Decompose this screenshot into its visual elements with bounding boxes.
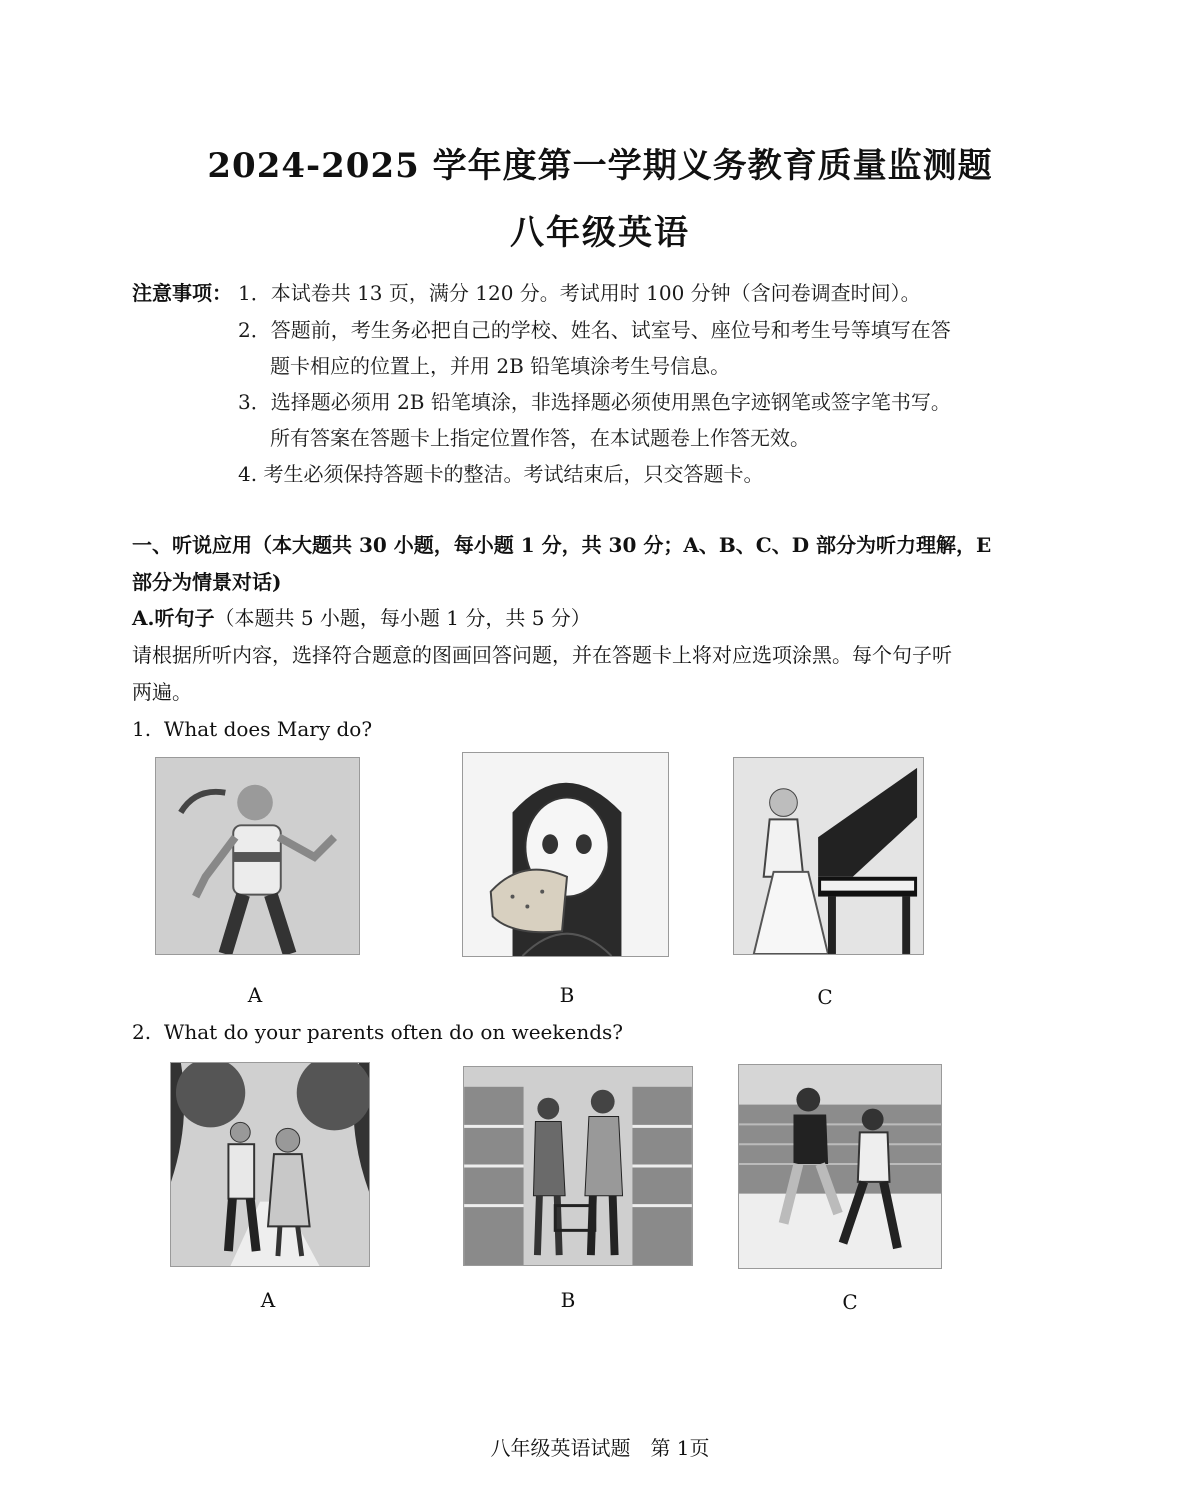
notice-label: 注意事项： — [132, 281, 232, 305]
notice-line-2: 2．答题前，考生务必把自己的学校、姓名、试室号、座位号和考生号等填写在答 — [238, 318, 951, 342]
question-1-option-c-label: C — [817, 985, 833, 1009]
instruction-line-1: 请根据所听内容，选择符合题意的图画回答问题，并在答题卡上将对应选项涂黑。每个句子听 — [132, 643, 952, 667]
section-heading-line-1: 一、听说应用（本大题共 30 小题，每小题 1 分，共 30 分；A、B、C、D 部分为听力理解，E — [132, 533, 992, 557]
running-girl-icon — [156, 758, 359, 954]
question-2-option-b-image[interactable] — [463, 1066, 693, 1266]
question-number: 1. — [132, 717, 152, 741]
part-a-heading — [132, 600, 1012, 637]
question-1-option-c-image[interactable] — [733, 757, 924, 955]
girl-playing-piano-icon — [734, 758, 923, 954]
section-heading-line-2: 部分为情景对话) — [132, 570, 282, 594]
question-1-option-b-label: B — [559, 983, 575, 1007]
notice-line-6: 4. 考生必须保持答题卡的整洁。考试结束后，只交答题卡。 — [238, 462, 764, 486]
page-footer: 八年级英语试题 第 1页 — [490, 1436, 710, 1460]
couple-running-stadium-icon — [739, 1065, 941, 1268]
question-text: What does Mary do? — [163, 717, 373, 741]
question-2-option-c-image[interactable] — [738, 1064, 942, 1269]
exam-title: 2024-2025 学年度第一学期义务教育质量监测题 — [207, 146, 993, 186]
part-a-label: A.听句子 — [132, 606, 215, 630]
question-text: What do your parents often do on weekends? — [163, 1020, 624, 1044]
question-2 — [132, 1020, 623, 1044]
question-1-option-b-image[interactable] — [462, 752, 669, 957]
girl-eating-bread-icon — [463, 753, 668, 956]
question-2-option-c-label: C — [842, 1290, 858, 1314]
part-a-instruction — [132, 637, 1012, 711]
question-1 — [132, 717, 372, 741]
notice-line-1: 1．本试卷共 13 页，满分 120 分。考试用时 100 分钟（含问卷调查时间）。 — [238, 281, 921, 305]
section-heading — [132, 527, 1012, 601]
exam-subject: 八年级英语 — [510, 213, 690, 253]
notice-line-5: 所有答案在答题卡上指定位置作答，在本试题卷上作答无效。 — [270, 426, 810, 450]
question-2-option-b-label: B — [560, 1288, 576, 1312]
question-1-option-a-label: A — [247, 983, 263, 1007]
instruction-line-2: 两遍。 — [132, 680, 192, 704]
notice-line-3: 题卡相应的位置上，并用 2B 铅笔填涂考生号信息。 — [270, 354, 731, 378]
question-1-option-a-image[interactable] — [155, 757, 360, 955]
couple-supermarket-icon — [464, 1067, 692, 1265]
question-2-option-a-image[interactable] — [170, 1062, 370, 1267]
question-2-option-a-label: A — [260, 1288, 276, 1312]
part-a-info: （本题共 5 小题，每小题 1 分，共 5 分） — [214, 606, 591, 630]
notice-line-4: 3．选择题必须用 2B 铅笔填涂，非选择题必须使用黑色字迹钢笔或签字笔书写。 — [238, 390, 951, 414]
couple-walking-park-icon — [171, 1063, 369, 1266]
question-number: 2. — [132, 1020, 152, 1044]
